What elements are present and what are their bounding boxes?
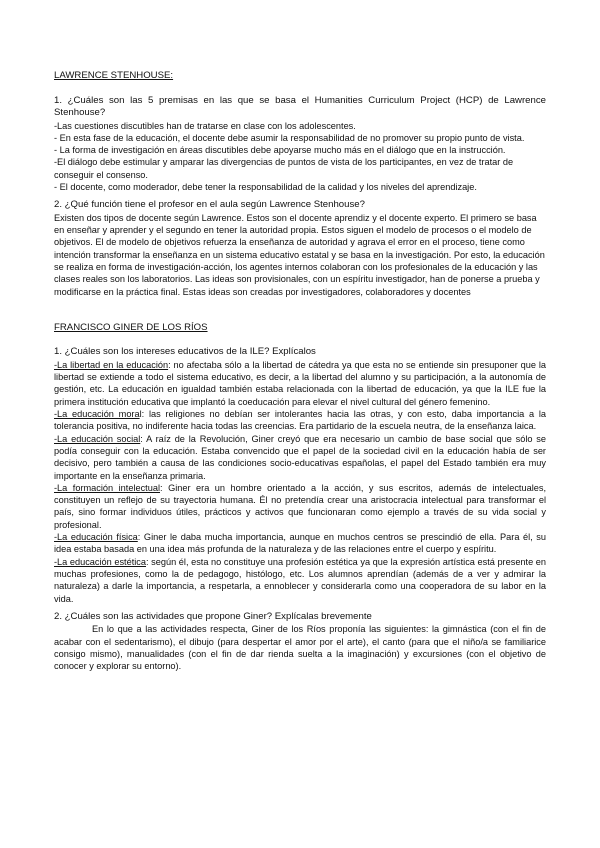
ile-item-estetica: -La educación estética: según él, esta no constituye una profesión estética ya que la expresión artística está presente en muchas profesiones, como la de pedagogo, histólogo, etc. Los alumnos aprendían (además de a ver y admirar la naturaleza) a darle la importancia, a respetarla, a ennoblecer y considerarla como una cooperadora de su labor en la vida. — [54, 556, 547, 604]
premise-item: - El docente, como moderador, debe tener la responsabilidad de la calidad y los niveles del aprendizaje. — [54, 181, 477, 192]
question-2-body: Existen dos tipos de docente según Lawrence. Estos son el docente aprendiz y el docente experto. El primero se basa en enseñar y aprender y el segundo en tener la autoridad propia. Estos siguen el modelo de procesos o el modelo de objetivos. El de modelo de objetivos refuerza la enseñanza de autoridad y agrava el error en el proceso, tiene como intención transformar la enseñanza en un sistema educativo estatal y se basa en la investigación. Por esto, la educación se realiza en forma de investigación-acción, los agentes internos colaboran con los profesionales de la educación y las clases reales son los laboratorios. Las ideas son provisionales, con un espíritu investigador, han de ponerse a prueba y modificarse en la práctica final. Estas ideas son creadas por investigadores, colaboradores y docentes — [54, 212, 545, 297]
premise-item: -El diálogo debe estimular y amparar las divergencias de puntos de vista de los participantes, en vez de tratar de conseguir el consenso. — [54, 157, 514, 180]
ile-question-title: 1. ¿Cuáles son los intereses educativos de la ILE? Explícalos — [54, 346, 316, 358]
section-heading-giner: FRANCISCO GINER DE LOS RÍOS — [54, 321, 208, 333]
activities-body: En lo que a las actividades respecta, Giner de los Ríos proponía las siguientes: la gimnástica (con el fin de acabar con el sedentarismo), el dibujo (para despertar el amor por el arte), el canto (para que el niño/a se familiarice consigo mismo), manualidades (con el fin de dar rienda suelta a la imaginación) y excursiones (con el objetivo de conocer y explorar su entorno). — [54, 624, 546, 672]
ile-item-moral: -La educación moral: las religiones no debían ser intolerantes hacia las otras, y con esto, daba importancia a la tolerancia positiva, no indiferente hacia todas las creencias. Era partidario de la escuela neutra, de la enseñanza laica. — [54, 409, 546, 432]
ile-term: -La educación social — [54, 433, 141, 444]
question-1-title: 1. ¿Cuáles son las 5 premisas en las que se basa el Humanities Curriculum Project (HCP) de Lawrence Stenhouse? — [54, 94, 546, 118]
ile-term: -La educación mora — [54, 409, 140, 420]
ile-term: -La educación estética — [54, 556, 147, 567]
section-heading-stenhouse: LAWRENCE STENHOUSE: — [54, 70, 174, 81]
ile-term: -La libertad en la educación — [54, 359, 169, 370]
ile-item-fisica: -La educación física: Giner le daba mucha importancia, aunque en muchos centros se prescindió de ella. Para él, su idea estaba basada en una idea más profunda de la naturaleza y de las relaciones entre el cuerpo y espíritu. — [54, 532, 546, 555]
premise-item: - La forma de investigación en áreas discutibles debe apoyarse mucho más en el diálogo que en la instrucción. — [54, 145, 506, 156]
ile-item-social: -La educación social: A raíz de la Revolución, Giner creyó que era necesario un cambio de base social que sólo se podía conseguir con la educación. Estaba convencido que el papel de la sociedad civil en la educación había de ser decisivo, pero también a causa de las condiciones socio-educativas españolas, el papel del Estado también era muy importante en la enseñanza primaria. — [54, 433, 546, 481]
ile-term: -La formación intelectual — [54, 482, 160, 493]
ile-item-intelectual: -La formación intelectual: Giner era un hombre orientado a la acción, y sus escritos, además de intelectuales, constituyen un reflejo de su trayectoria humana. Él no pretendía crear una aristocracia intelectual para transformar el país, sino formar individuos útiles, prácticos y activos que funcionaran como ejemplo a través de su vida social y profesional. — [54, 482, 546, 530]
activities-question-title: 2. ¿Cuáles son las actividades que propone Giner? Explícalas brevemente — [54, 610, 372, 622]
document-page — [54, 70, 546, 672]
premise-item: -Las cuestiones discutibles han de tratarse en clase con los adolescentes. — [54, 120, 356, 131]
question-2-title: 2. ¿Qué función tiene el profesor en el aula según Lawrence Stenhouse? — [54, 199, 365, 211]
ile-term: -La educación física — [54, 532, 138, 543]
premise-item: - En esta fase de la educación, el docente debe asumir la responsabilidad de no promover su propio punto de vista. — [54, 132, 525, 143]
ile-item-libertad: -La libertad en la educación: no afectaba sólo a la libertad de cátedra ya que esta no se entiende sin presuponer que la libertad se extiende a todo el sistema educativo, es decir, a la libertad del alumno y su participación, a la autonomía de gestión, etc. La educación en igualdad también estaba relacionada con la libertad de educación, ya que la ILE fue la primera institución educativa que implantó la coeducación para elevar el nivel cultural del género femenino. — [54, 359, 546, 407]
